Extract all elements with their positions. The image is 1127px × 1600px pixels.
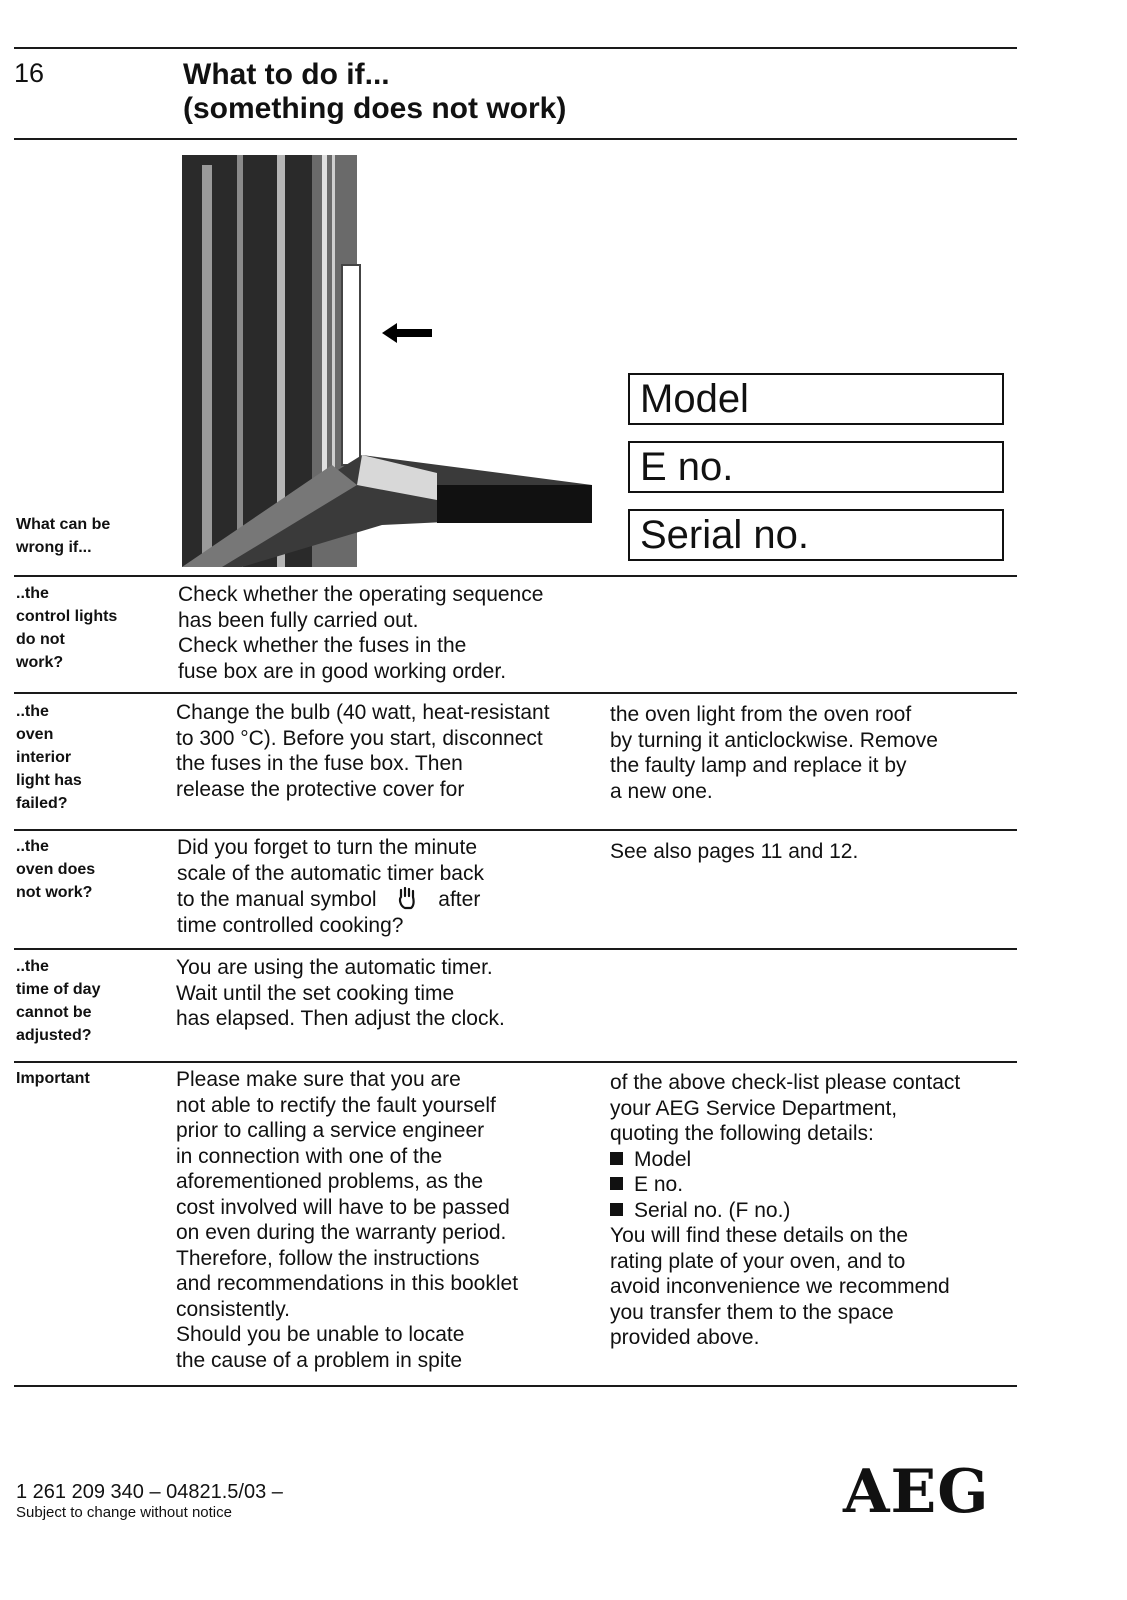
text-line: provided above. xyxy=(610,1326,760,1349)
text-line: consistently. xyxy=(176,1297,290,1321)
text-line: by turning it anticlockwise. Remove xyxy=(610,728,938,752)
text-line: quoting the following details: xyxy=(610,1122,874,1145)
text-line: a new one. xyxy=(610,779,713,803)
label-line: ..the xyxy=(16,585,49,602)
important-text xyxy=(176,1067,518,1373)
text-line: rating plate of your oven, and to xyxy=(610,1249,906,1273)
title-line: What to do if... xyxy=(183,58,390,91)
oven-interior-photo xyxy=(182,155,592,567)
model-field: Model xyxy=(628,373,1004,425)
important-label: Important xyxy=(16,1070,90,1087)
label-line: adjusted? xyxy=(16,1027,92,1044)
text-fragment: to the manual symbol xyxy=(177,888,377,911)
text-line: of the above check-list please contact xyxy=(610,1071,961,1094)
label-line: control lights xyxy=(16,608,118,625)
text-line: the fuses in the fuse box. Then xyxy=(176,752,463,775)
bullet-icon xyxy=(610,1177,623,1190)
text-line: and recommendations in this booklet xyxy=(176,1272,519,1295)
row-text-interior-light xyxy=(176,700,550,802)
label-line: oven xyxy=(16,726,54,743)
section-label-line: What can be xyxy=(16,516,111,533)
row-divider xyxy=(14,692,1017,694)
bullet-text: E no. xyxy=(634,1173,684,1196)
row-label-oven-not-working xyxy=(16,835,95,904)
text-line: on even during the warranty period. xyxy=(176,1221,507,1244)
text-line: Please make sure that you are xyxy=(176,1068,461,1091)
bullet-item xyxy=(610,1172,960,1198)
text-line: Check whether the operating sequence xyxy=(178,583,544,606)
label-line: cannot be xyxy=(16,1004,92,1021)
text-line: release the protective cover for xyxy=(176,777,465,801)
text-line: to 300 °C). Before you start, disconnect xyxy=(176,726,543,750)
text-line: the cause of a problem in spite xyxy=(176,1348,463,1372)
row-divider xyxy=(14,575,1017,577)
page-title xyxy=(183,58,566,126)
section-label xyxy=(16,513,110,559)
text-line: cost involved will have to be passed xyxy=(176,1195,510,1219)
bullet-text: Model xyxy=(634,1147,692,1171)
row-text-interior-light-cont xyxy=(610,702,938,804)
row-text-control-lights xyxy=(178,582,543,684)
text-line: prior to calling a service engineer xyxy=(176,1119,485,1142)
text-line: You are using the automatic timer. xyxy=(176,956,493,979)
header-rule xyxy=(14,138,1017,140)
row-text-oven-not-working xyxy=(177,835,484,938)
text-line: aforementioned problems, as the xyxy=(176,1170,484,1193)
text-line: Did you forget to turn the minute xyxy=(177,836,477,859)
bottom-rule xyxy=(14,1385,1017,1387)
row-text-time-of-day xyxy=(176,955,505,1032)
bullet-item xyxy=(610,1198,960,1224)
text-line: the faulty lamp and replace it by xyxy=(610,754,907,777)
label-line: failed? xyxy=(16,795,68,812)
text-line: has elapsed. Then adjust the clock. xyxy=(176,1007,505,1030)
title-line: (something does not work) xyxy=(183,92,567,125)
text-line: Should you be unable to locate xyxy=(176,1323,465,1346)
label-line: ..the xyxy=(16,958,49,975)
text-line: Wait until the set cooking time xyxy=(176,981,455,1005)
text-line: fuse box are in good working order. xyxy=(178,659,507,683)
page-number: 16 xyxy=(14,58,45,88)
text-line: has been fully carried out. xyxy=(178,608,419,632)
row-divider xyxy=(14,948,1017,950)
section-label-line: wrong if... xyxy=(16,539,92,556)
bullet-item xyxy=(610,1147,960,1173)
row-label-control-lights xyxy=(16,582,117,674)
text-line: time controlled cooking? xyxy=(177,913,404,937)
bullet-icon xyxy=(610,1203,623,1216)
change-notice: Subject to change without notice xyxy=(16,1504,232,1521)
text-line: You will find these details on the xyxy=(610,1224,909,1247)
top-rule xyxy=(14,47,1017,49)
aeg-logo: AEG xyxy=(843,1457,990,1527)
row-divider xyxy=(14,1061,1017,1063)
label-line: oven does xyxy=(16,861,96,878)
text-line xyxy=(177,886,484,913)
bullet-icon xyxy=(610,1152,623,1165)
row-text-oven-not-working-cont xyxy=(610,839,858,865)
bullet-text: Serial no. (F no.) xyxy=(634,1198,791,1222)
e-no-field: E no. xyxy=(628,441,1004,493)
text-line: See also pages 11 and 12. xyxy=(610,840,859,863)
label-line: ..the xyxy=(16,703,49,720)
text-line: Therefore, follow the instructions xyxy=(176,1246,480,1270)
text-line: your AEG Service Department, xyxy=(610,1096,898,1120)
text-line: you transfer them to the space xyxy=(610,1300,894,1324)
text-line: Check whether the fuses in the xyxy=(178,634,467,657)
label-line: light has xyxy=(16,772,82,789)
serial-no-field: Serial no. xyxy=(628,509,1004,561)
label-line: interior xyxy=(16,749,72,766)
important-text-cont xyxy=(610,1070,960,1351)
text-line: in connection with one of the xyxy=(176,1144,443,1168)
text-line: the oven light from the oven roof xyxy=(610,703,912,726)
label-line: work? xyxy=(16,654,64,671)
label-line: ..the xyxy=(16,838,49,855)
text-line: Change the bulb (40 watt, heat-resistant xyxy=(176,701,550,724)
document-code: 1 261 209 340 – 04821.5/03 – xyxy=(16,1481,283,1503)
row-divider xyxy=(14,829,1017,831)
row-label-time-of-day xyxy=(16,955,100,1047)
text-fragment: after xyxy=(438,888,481,911)
row-label-interior-light xyxy=(16,700,82,815)
label-line: time of day xyxy=(16,981,101,998)
text-line: not able to rectify the fault yourself xyxy=(176,1093,496,1117)
text-line: avoid inconvenience we recommend xyxy=(610,1275,950,1298)
label-line: not work? xyxy=(16,884,93,901)
manual-hand-icon xyxy=(396,886,418,910)
label-line: do not xyxy=(16,631,65,648)
text-line: scale of the automatic timer back xyxy=(177,861,484,885)
